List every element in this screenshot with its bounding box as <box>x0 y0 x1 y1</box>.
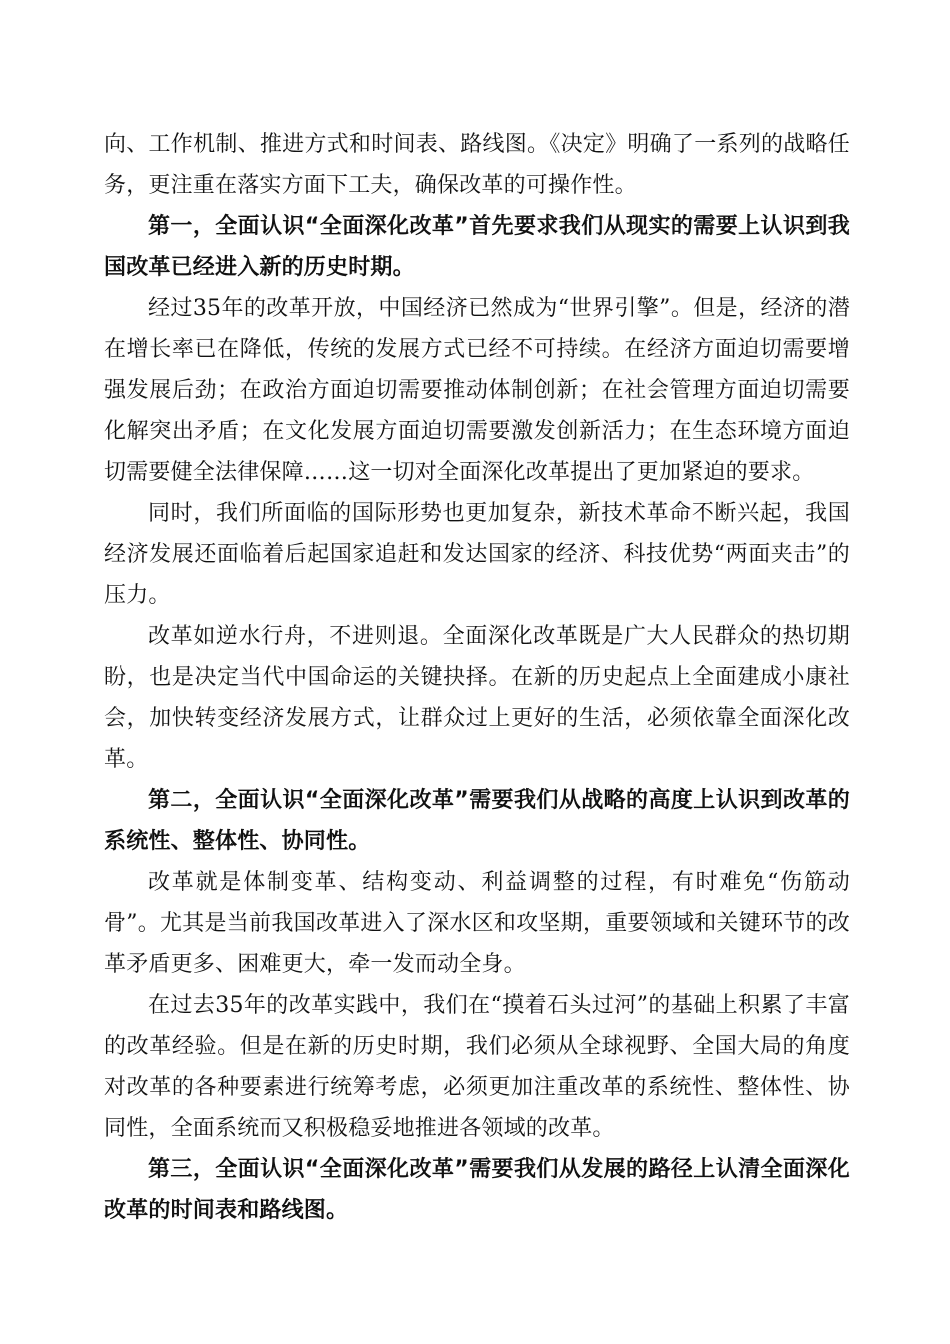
body-paragraph: 经过35年的改革开放，中国经济已然成为“世界引擎”。但是，经济的潜在增长率已在降低，传统的发展方式已经不可持续。在经济方面迫切需要增强发展后劲；在政治方面迫切需要推动体制创新；在社会管理方面迫切需要化解突出矛盾；在文化发展方面迫切需要激发创新活力；在生态环境方面迫切需要健全法律保障……这一切对全面深化改革提出了更加紧迫的要求。 <box>104 296 850 485</box>
body-paragraph: 在过去35年的改革实践中，我们在“摸着石头过河”的基础上积累了丰富的改革经验。但是在新的历史时期，我们必须从全球视野、全国大局的角度对改革的各种要素进行统筹考虑，必须更加注重改革的系统性、整体性、协同性，全面系统而又积极稳妥地推进各领域的改革。 <box>104 993 850 1141</box>
section-heading-1: 第一，全面认识“全面深化改革”首先要求我们从现实的需要上认识到我国改革已经进入新的历史时期。 <box>104 214 850 280</box>
document-body <box>104 124 850 1231</box>
body-paragraph: 改革就是体制变革、结构变动、利益调整的过程，有时难免“伤筋动骨”。尤其是当前我国改革进入了深水区和攻坚期，重要领域和关键环节的改革矛盾更多、困难更大，牵一发而动全身。 <box>104 870 850 977</box>
body-paragraph: 同时，我们所面临的国际形势也更加复杂，新技术革命不断兴起，我国经济发展还面临着后起国家追赶和发达国家的经济、科技优势“两面夹击”的压力。 <box>104 501 850 608</box>
paragraph-continued: 向、工作机制、推进方式和时间表、路线图。《决定》明确了一系列的战略任务，更注重在落实方面下工夫，确保改革的可操作性。 <box>104 132 850 198</box>
section-heading-3: 第三，全面认识“全面深化改革”需要我们从发展的路径上认清全面深化改革的时间表和路线图。 <box>104 1157 850 1223</box>
section-heading-2: 第二，全面认识“全面深化改革”需要我们从战略的高度上认识到改革的系统性、整体性、协同性。 <box>104 788 850 854</box>
body-paragraph: 改革如逆水行舟，不进则退。全面深化改革既是广大人民群众的热切期盼，也是决定当代中国命运的关键抉择。在新的历史起点上全面建成小康社会，加快转变经济发展方式，让群众过上更好的生活，必须依靠全面深化改革。 <box>104 624 850 772</box>
